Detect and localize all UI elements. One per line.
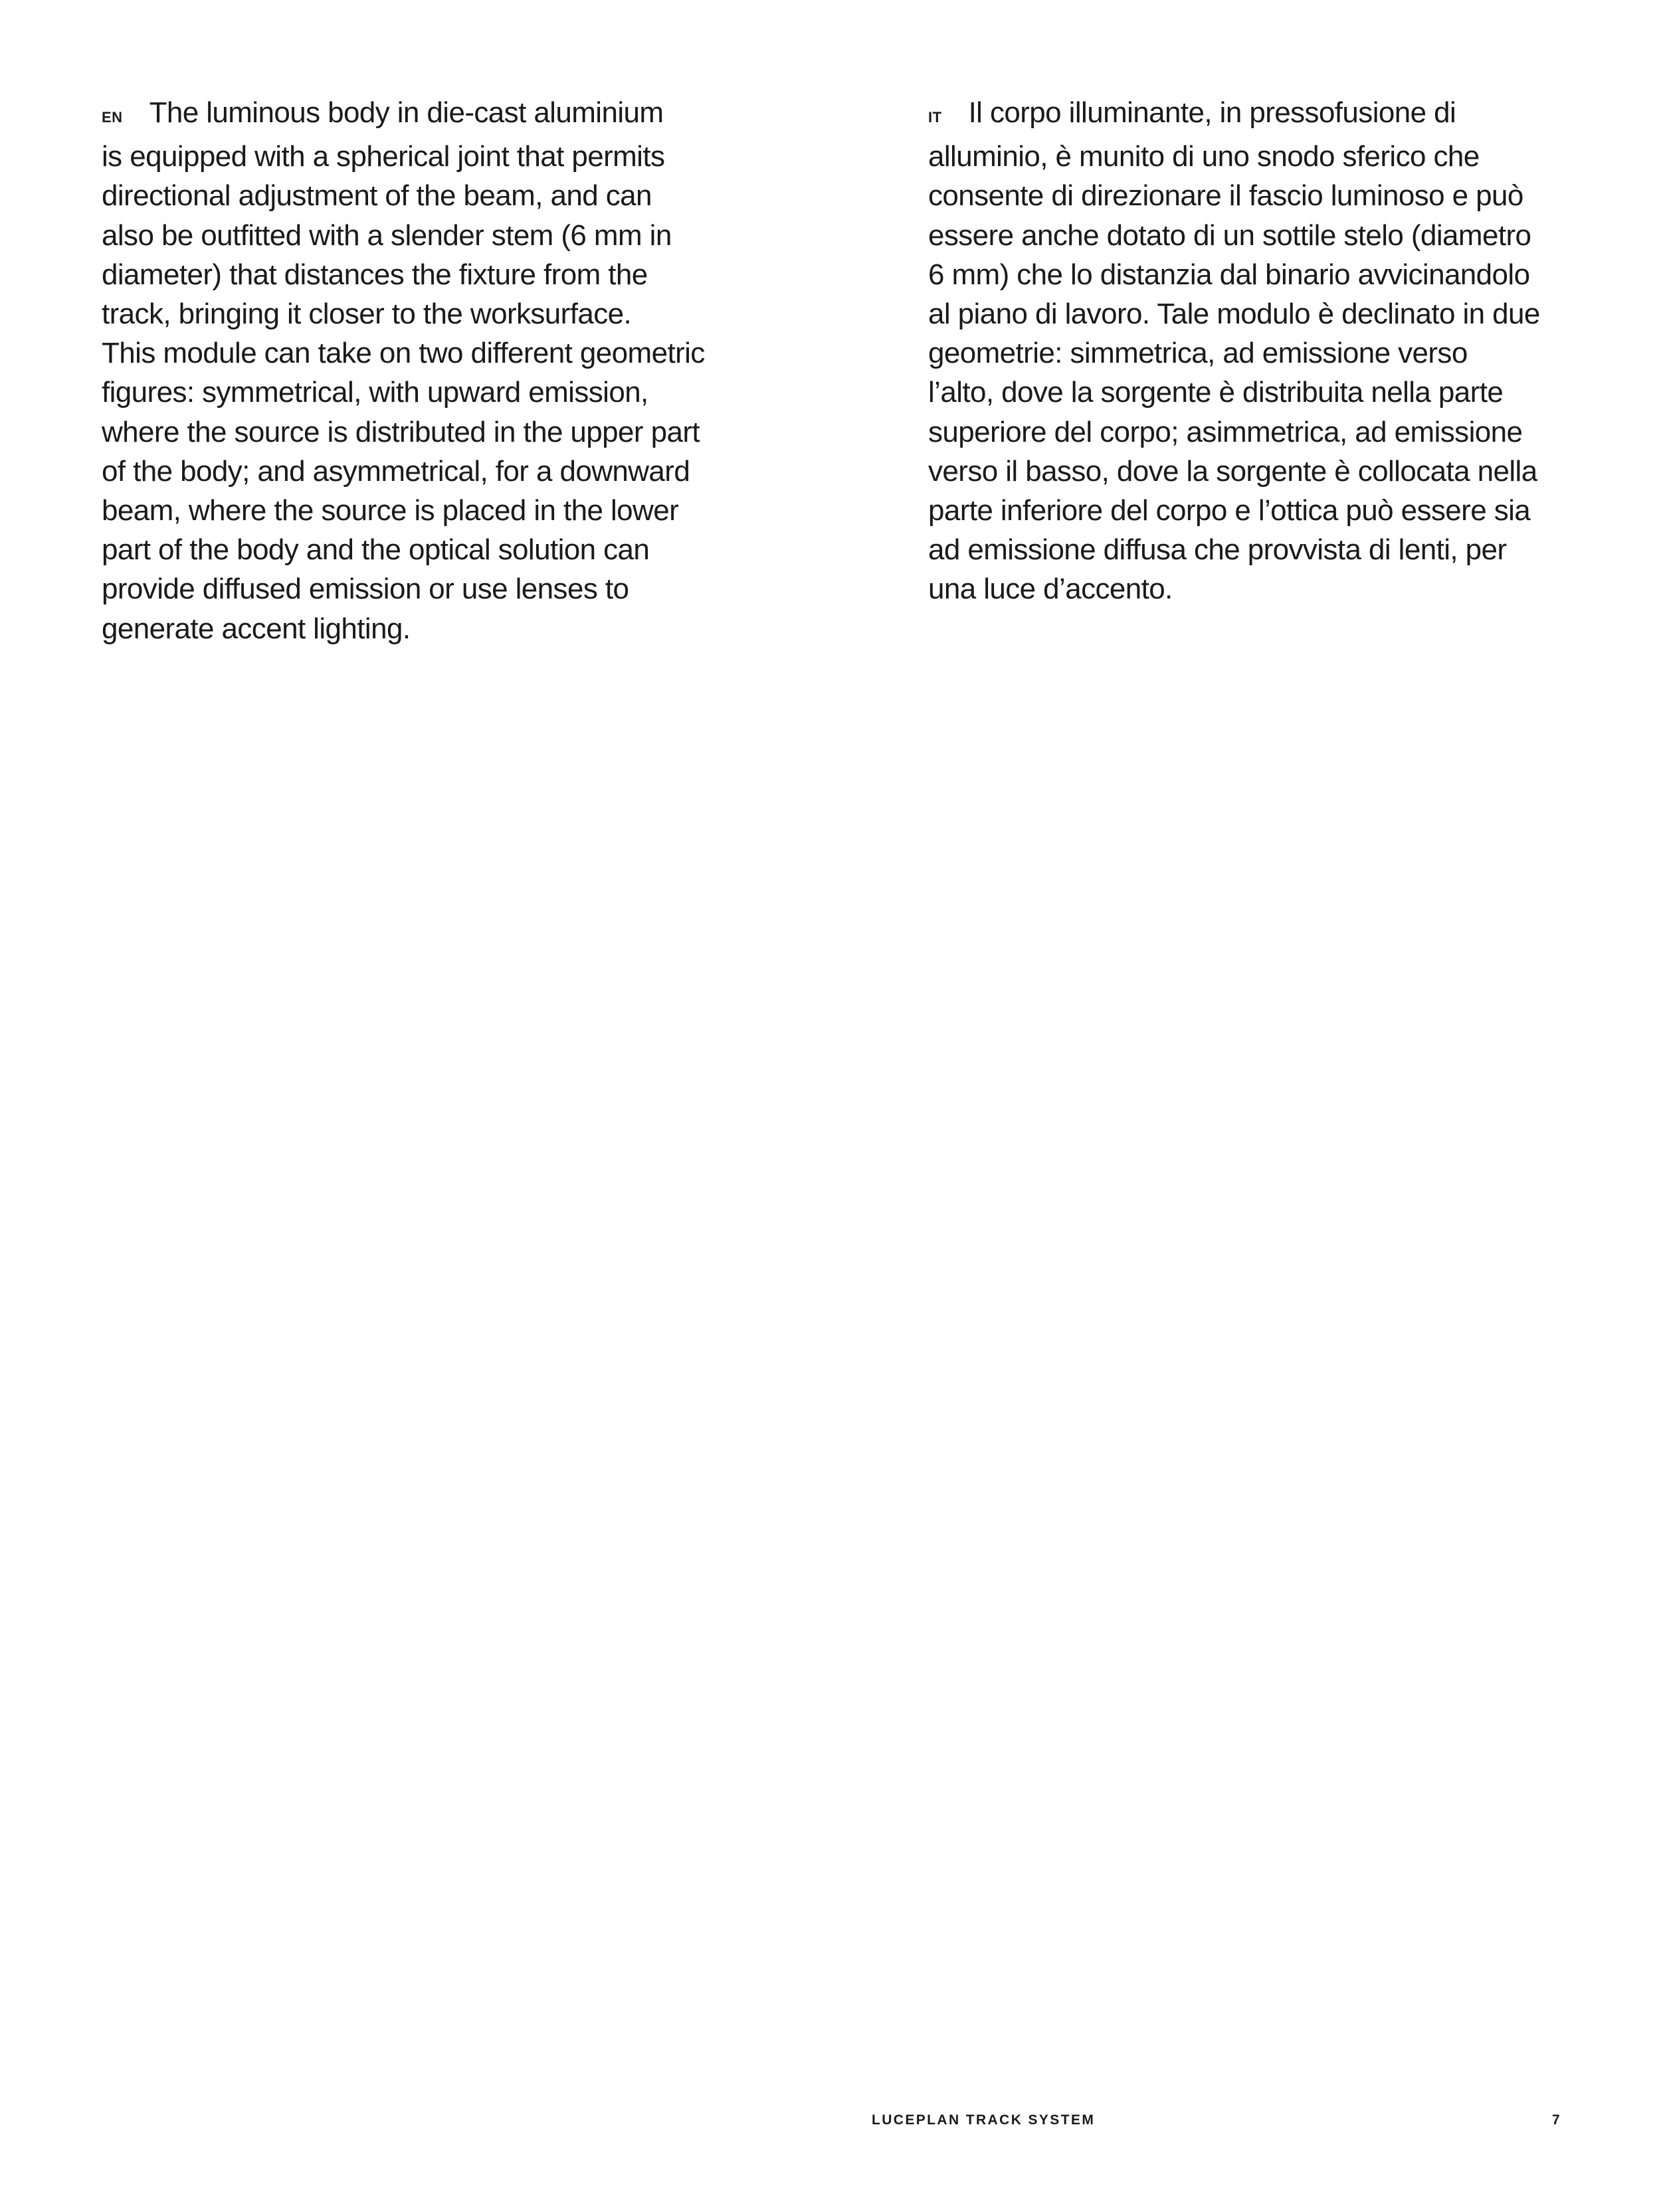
- footer-title: LUCEPLAN TRACK SYSTEM: [872, 2112, 1096, 2128]
- italian-paragraph: Il corpo illuminante, in pressofusione di alluminio, è munito di uno snodo sferico che consente di direzionare il fascio luminoso e può essere anche dotato di un sottile stelo (diametro 6 mm) che lo distanzia dal binario avvicinandolo al piano di lavoro. Tale modulo è declinato in due geometrie: simmetrica, ad emissione verso l’alto, dove la sorgente è distribuita nella parte superiore del corpo; asimmetrica, ad emissione verso il basso, dove la sorgente è collocata nella parte inferiore del corpo e l’ottica può essere sia ad emissione diffusa che provvista di lenti, per una luce d’accento.: [928, 96, 1540, 606]
- english-text-column: [102, 93, 773, 648]
- english-paragraph: The luminous body in die-cast aluminium is equipped with a spherical joint that permits directional adjustment of the beam, and can also be outfitted with a slender stem (6 mm in diameter) that distances the fixture from the track, bringing it closer to the worksurface. This module can take on two different geometric figures: symmetrical, with upward emission, where the source is distributed in the upper part of the body; and asymmetrical, for a downward beam, where the source is placed in the lower part of the body and the optical solution can provide diffused emission or use lenses to generate accent lighting.: [102, 96, 705, 645]
- language-tag-en: EN: [102, 109, 123, 126]
- page-number: 7: [1552, 2112, 1560, 2128]
- italian-text-column: [928, 93, 1566, 609]
- language-tag-it: IT: [928, 109, 942, 126]
